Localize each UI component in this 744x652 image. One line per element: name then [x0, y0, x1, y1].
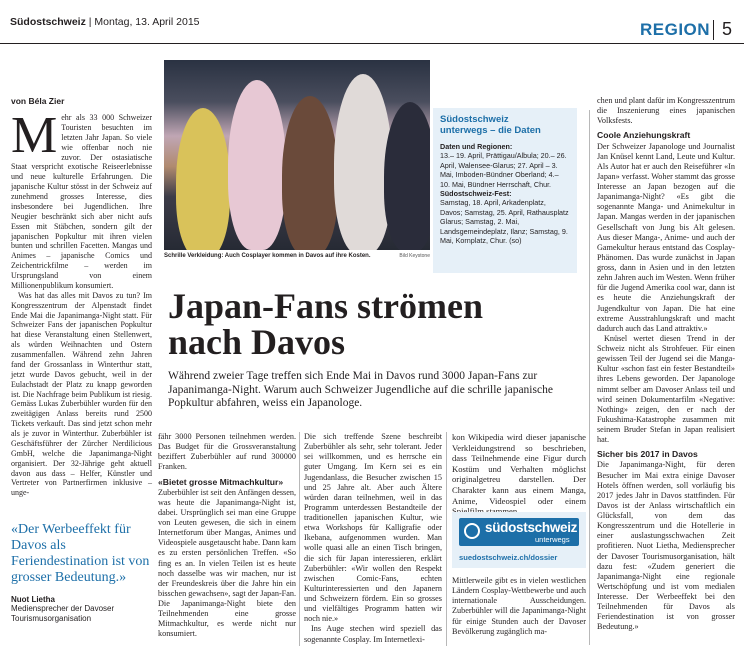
cosplayer-figure [384, 102, 430, 250]
quote-role: Mediensprecher der Davoser [11, 604, 115, 613]
byline: von Béla Zier [11, 96, 65, 106]
paragraph: Ins Auge stechen wird speziell das sogenannte Cosplay. Im Internetlexi- [304, 624, 442, 644]
paragraph: kon Wikipedia wird dieser japanische Verkleidungstrend so beschrieben, dass Teilnehmende eine Figur durch Kostüm und Verhalten möglichst originalgetreu darstellen. Der Charakter kann aus einem Manga, Anime, Videospiel oder einem [452, 432, 586, 506]
photo-caption [164, 252, 430, 260]
caption-text: Schrille Verkleidung: Auch Cosplayer kommen in Davos auf ihre Kosten. [164, 253, 371, 259]
logo-icon [464, 523, 480, 539]
masthead [10, 16, 200, 28]
body-column-2 [158, 432, 296, 640]
paragraph: Mittlerweile gibt es in vielen westlichen Ländern Cosplay-Wettbewerbe und auch internationale Ausscheidungen. Zuberbühler will die Japanimanga-Night für einige Stunden auch der Davoser Bevölkerung zugänglich ma- [452, 576, 586, 636]
subheading: «Bietet grosse Mitmachkultur» [158, 476, 284, 487]
paragraph: Zuberbühler ist seit den Anfängen dessen, was heute die Japanimanga-Night ist, dabei. Ursprünglich sei man eine Gruppe von Leuten gewesen, die sich in einem Internetforum über Mangas, Animes und Videospiele ausgetauscht habe. Dann kam es zu ersten persönlichen Treffen. «So fing es an. In vielen Teilen ist es heute noch dasselbe was wir machen, nur ist der Freundeskreis über die Jahre hin ein bisschen gewachsen», sagt der Japan-Fan. Die Japanimanga-Night biete den Teilnehmenden eine grosse Mitmachkultur, es werde nicht nur konsumiert. [158, 487, 296, 639]
cosplayer-figure [334, 74, 392, 250]
header-separator: | [85, 16, 95, 28]
body-column-4 [452, 432, 586, 517]
body-column-5 [597, 96, 735, 633]
pull-quote [11, 522, 151, 624]
paragraph: Knüsel wertet diesen Trend in der Schweiz nicht als Strohfeuer. Für einen gewissen Teil der Jugend sei die Manga-Kultur «schon fast ein fester Bestandteil» ihres Lebens geworden. Der Japanologe nimmt selber am Davoser Anlass teil und wird seinen Dokumentarfilm «Negative: Nothing» zeigen, den er nach der Fukushima-Katastrophe zusammen mit seinem Bruder Stefan in Japan realisiert hat. [597, 333, 735, 445]
info-dates-text: 13.– 19. April, Prättigau/Albula; 20.– 26. April, Walensee-Glarus; 27. April – 3. Mai, Imboden-Bündner Oberland; 4.– 10. Mai, Bündner Herrschaft, Chur. [440, 151, 567, 189]
quote-author: Nuot Lietha [11, 595, 55, 604]
body-column-1 [11, 107, 152, 498]
headline [168, 288, 588, 360]
cosplayer-figure [228, 80, 286, 250]
paragraph: fähr 3000 Personen teilnehmen werden. Das Budget für die Grossveranstaltung beziffert Zuberbühler auf rund 300000 Franken. [158, 432, 296, 472]
cosplayer-figure [176, 108, 230, 250]
paragraph: Was hat das alles mit Davos zu tun? Im Kongresszentrum der Alpenstadt findet Ende Mai die Japanimanga-Night statt. Für Schweizer Fans der japanischen Popkultur hat diese Veranstaltung einen Stellenwert, als würden Weihnachten und Ostern zusammenfallen. Während zehn Jahren fand der Grossanlass in Winterthur statt, jetzt wurde Davos gebucht, weil in der Eulachstadt der Platz zu knapp geworden ist. Die Nachfrage beim Publikum ist riesig. Gemäss Lukas Zuberbühler wurden für den zweitägigen Anlass bereits rund 2500 Tickets verkauft. Das sind jetzt schon mehr als je zuvor in Winterthur. Zuberbühler ist Geschäftsführer der Zürcher Nerdilicious GmbH, welche die Japanimanga-Night organisiert. Der 32-Jährige geht aktuell davon aus dass – Helfer, Künstler und Vertreter von Partnerfirmen inklusive – unge- [11, 290, 152, 498]
paragraph: chen und plant dafür im Kongresszentrum die Inszenierung eines japanischen Volksfests. [597, 96, 736, 126]
quote-text: «Der Werbeeffekt für Davos als Feriendestination ist von grosser Bedeutung.» [11, 522, 150, 585]
info-box [433, 108, 577, 273]
headline-line: nach Davos [168, 322, 346, 362]
promo-logo-box [459, 518, 579, 546]
info-title: Südostschweiz [440, 114, 509, 125]
info-fest-text: Samstag, 18. April, Arkadenplatz, Davos; Samstag, 25. April, Rathausplatz Glarus; Samstag, 2. Mai, Landsgemeindeplatz, Ilanz; Samstag, 9. Mai, Kornplatz, Chur. (so) [440, 198, 569, 246]
paragraph: Die Japanimanga-Night, für deren Besucher im Mai extra einige Davoser Hotels öffnen werden, soll vorläufig bis 2017 jedes Jahr in Davos stattfinden. Für Davos ist der Anlass wirtschaftlich ein Glücksfall, von dem das Kongresszentrum und die Hotellerie in einer auslastungsschwachen Zeit profitieren. Nuot Lietha, Mediensprecher der Davoser Tourismusorganisation, hält dazu fest: «Zudem generiert die Japanimanga-Night eine regionale Wertschöpfung und ist vom medialen Interesse. Der Werbeeffekt bei den Teilnehmenden für Davos als Feriendestination ist von grosser Bedeutung.» [597, 460, 735, 632]
paragraph: Die sich treffende Szene beschreibt Zuberbühler als sehr, sehr tolerant. Jeder sei willkommen, und es herrsche ein guter Umgang. Im Kern sei es ein Jugendanlass, die Besucher zwischen 15 und 25 Jahre alt. Aber auch Ältere würden daran teilnehmen, weil in das Programm unterdessen Bestandteile der traditionellen japanischen Kultur, wie etwa Workshops für Kalligrafie oder Ikebana, aufgenommen wurden. Man wolle quasi alle an einen Tisch bringen, die sich für Japan interessieren, erklärt Zuberbühler: «Wir wollen den Respekt zwischen Comic-Fans, echten Kulturinteressierten und den Japanern und Schweizern fördern. Ein so grosses und vielfältiges Programm hatten wir noch nie.» [304, 432, 442, 624]
body-column-3 [304, 432, 442, 645]
paper-name: Südostschweiz [10, 16, 86, 28]
promo-box [452, 512, 586, 568]
info-dates-heading: Daten und Regionen: [440, 142, 513, 151]
cosplay-photo [164, 60, 430, 250]
info-dates [440, 142, 570, 245]
page-number: 5 [722, 19, 733, 39]
headline-line: Japan-Fans strömen [168, 286, 484, 326]
info-title: unterwegs – die Daten [440, 125, 541, 136]
paragraph: Der Schweizer Japanologe und Journalist Jan Knüsel kennt Land, Leute und Kultur. Als Autor hat er auch den Reiseführer «In Japan» verfasst. Woher stammt das grosse Interesse an Japan bezogen auf die Japanimanga-Night? «Es gibt die sogenannte Manga- und Animekultur in Japan. Mangas werden in der japanischen Gesellschaft von Jung bis Alt gelesen. Aus dieser Manga-, Anime- und auch der Gamekultur heraus entstand das Cosplay-Phänomen. Das wurde zunächst in Japan gross, dann in Asien und in den letzten zehn Jahren auch im Westen. Wenn früher für die Jugend Amerika cool war, dann ist es heute die Anziehungskraft der Jugendkultur von Japan. Die hat eine extreme Ausstrahlungskraft und macht dadurch auch das Land attraktiv.» [597, 141, 735, 333]
section-label: REGION [640, 20, 711, 39]
drop-cap: M [11, 107, 58, 164]
issue-date: Montag, 13. April 2015 [94, 16, 200, 28]
info-fest-heading: Südostschweiz-Fest: [440, 189, 512, 199]
quote-role: Tourismusorganisation [11, 614, 92, 623]
cosplayer-figure [282, 96, 338, 250]
photo-credit: Bild Keystone [399, 253, 430, 259]
subheading: Coole Anziehungskraft [597, 130, 691, 141]
header-rule [0, 43, 744, 44]
column-rule [589, 110, 590, 645]
lead: Während zweier Tage treffen sich Ende Mai in Davos rund 3000 Japan-Fans zur Japanimanga-Night. Warum auch Schweizer Jugendliche auf die schrille japanische Popkultur abfahren, weiss ein Japanologe. [168, 370, 553, 409]
subheading: Sicher bis 2017 in Davos [597, 449, 698, 460]
promo-brand: südostschweiz [485, 520, 578, 535]
body-column-4-cont [452, 576, 586, 637]
section-divider [713, 20, 714, 40]
promo-url[interactable]: suedostschweiz.ch/dossier [459, 553, 558, 562]
column-rule [299, 432, 300, 646]
promo-tagline: unterwegs [535, 535, 570, 544]
paragraph: ehr als 33 000 Schweizer Touristen besuchten im letzten Jahr Japan. So viele wie offenbar noch nie zuvor. Der ostasiatische Staat verspricht exotische Reiseerlebnisse und neue kulturelle Erfahrungen. Die japanische Kultur stösst in der Schweiz auf zunehmend grosses Interesse, dies insbesondere bei Jugendlichen. Ihre Neugier beschränkt sich aber nicht aufs Essen mit Stäbchen, sondern gilt der japanischen Popkultur mit ihren vielen bunten und schrillen Facetten. Mangas und Animes – japanische Comics und Zeichentrickfilme – werden im Ursprungsland von einem Millionenpublikum konsumiert. [11, 113, 152, 290]
column-rule [446, 432, 447, 646]
